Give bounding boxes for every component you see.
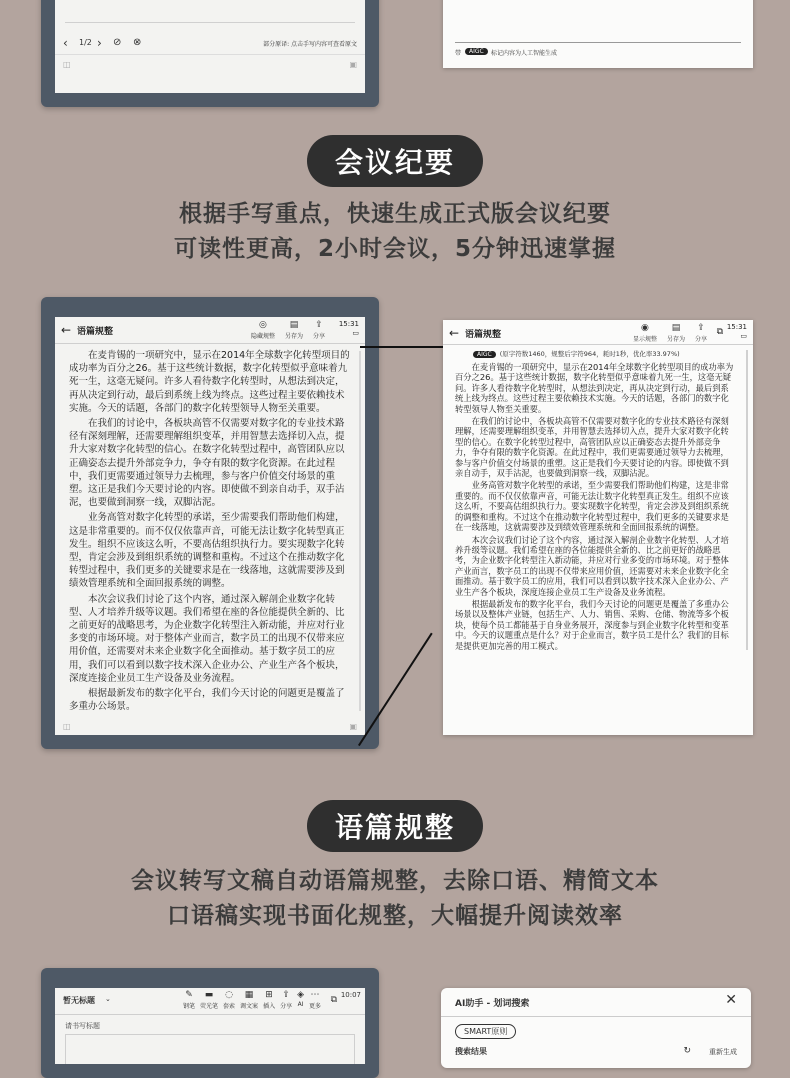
notes-toolbar — [183, 990, 321, 1010]
lasso-icon: ◌ — [225, 990, 233, 1000]
share-button[interactable] — [313, 320, 325, 340]
aigc-badge: AIGC — [473, 351, 496, 358]
doc-paragraph: 根据最新发布的数字化平台，我们今天讨论的问题更是覆盖了多重办公场景。 — [69, 688, 345, 713]
prev-page-icon[interactable]: ‹ — [63, 36, 68, 50]
notes-title[interactable]: 暂无标题 — [63, 996, 95, 1005]
tool-label: 分享 — [312, 333, 325, 340]
save-icon: ▤ — [671, 323, 681, 333]
section-title-meeting-minutes: 会议纪要 — [307, 135, 483, 187]
chevron-down-icon[interactable]: ⌄ — [105, 995, 111, 1003]
scrollbar-track[interactable] — [359, 351, 361, 711]
insert-tool[interactable] — [263, 990, 275, 1010]
panel-top — [443, 0, 753, 68]
toolbar — [251, 320, 325, 340]
connector-line — [360, 346, 443, 348]
tablet-discourse-screen — [55, 317, 365, 735]
handwritten-doc — [69, 349, 351, 715]
copy-icon[interactable]: ⧉ — [716, 327, 723, 337]
keyword-chip[interactable]: SMART原则 — [455, 1024, 516, 1039]
doc-paragraph: 本次会议我们讨论了这个内容，通过深入解剖企业数字化转型、人才培养升级等议题。我们希望在座的各位能提供全新的、比之前更好的战略思考，为企业数字化转型注入新动能，并应对行业多变的市场环境。对于整体产业而言，数字员工的出现不仅带来应用价值，还需要对未来企业数字化全面推动。基于数字员工的应用，我们可以看到以数字技术深入企业办公、产业生产各个板块，深度连接企业员工生产设备及业务流程。 — [455, 534, 729, 597]
tool-label: 插入 — [263, 1003, 276, 1010]
save-icon: ▤ — [289, 320, 299, 330]
pen-tool[interactable] — [183, 990, 195, 1010]
doc-paragraph: 业务高管对数字化转型的承诺，至少需要我们帮助他们构建，这是非常重要的。而不仅仅依靠声音，可能无法让数字化转型真正发生。组织不应该这么听，不要高估组织执行力。要实现数字化转型，肯定会涉及到组织系统的调整和重构。不过这个在推动数字化转型过程中，我们更多的关键要求是在一线落地，这就需要涉及到绩效管理系统和全面回报系统的调整。 — [69, 512, 345, 590]
text-icon: ▦ — [244, 990, 254, 1000]
aigc-badge: AIGC — [465, 48, 488, 55]
title-divider — [441, 1016, 751, 1017]
panel-formatted — [443, 320, 753, 735]
stats-text: (原字符数1460，规整后字符964，耗时1秒，优化率33.97%) — [499, 350, 680, 358]
footer-divider — [55, 54, 365, 55]
doc-paragraph: 业务高管对数字化转型的承诺，至少需要我们帮助他们构建，这是非常重要的。而不仅仅依靠声音，可能无法让数字化转型真正发生。组织不应该这么听，不要高估组织执行力。要实现数字化转型，肯定会涉及到组织系统的调整和重构。不过这个在推动数字化转型过程中，我们更多的关键要求是在一线落地，这就需要涉及到绩效管理系统和全面回报系统的调整。 — [455, 480, 729, 533]
tablet-top-screen — [55, 0, 365, 93]
tool-label: 隐藏规整 — [250, 333, 275, 340]
share-icon: ⇪ — [315, 320, 323, 330]
insert-icon: ⊞ — [265, 990, 273, 1000]
time-text: 15:31 — [338, 320, 359, 328]
app-title: 语篇规整 — [77, 327, 114, 337]
mute-icon[interactable]: ⊘ — [113, 37, 122, 48]
show-format-button[interactable] — [633, 323, 657, 343]
battery-icon: ▭ — [740, 332, 747, 340]
page-divider — [65, 22, 355, 23]
share-icon: ⇪ — [697, 323, 705, 333]
copy-text-tool[interactable] — [240, 990, 258, 1010]
pen-icon: ✎ — [185, 990, 193, 1000]
highlighter-icon: ▬ — [204, 990, 214, 1000]
close-icon[interactable]: ✕ — [725, 992, 737, 1008]
refresh-icon[interactable]: ↻ — [683, 1046, 691, 1056]
share-button[interactable] — [695, 323, 707, 343]
panel-ai-search — [441, 988, 751, 1068]
regenerate-button[interactable]: 重新生成 — [709, 1048, 737, 1056]
status-time — [727, 323, 747, 341]
panel-formatted-appbar — [443, 320, 753, 345]
doc-paragraph: 根据最新发布的数字化平台，我们今天讨论的问题更是覆盖了多重办公场景以及整体产业链，包括生产、人力、销售、采购、仓储、物流等多个板块，使每个员工都能基于自身业务展开，深度参与到企业数字化转型和变革中。今天的议题重点是什么？对于企业而言，数字员工是什么？我们的目标是提供更加完善的用工模式。 — [455, 598, 729, 651]
mic-off-icon[interactable]: ⊗ — [133, 37, 142, 48]
ai-search-title: AI助手 - 划词搜索 — [455, 999, 530, 1009]
tool-label: 更多 — [309, 1003, 322, 1010]
section1-line1: 根据手写重点，快速生成正式版会议纪要 — [179, 201, 611, 227]
status-time: 10:07 — [340, 991, 361, 999]
tool-label: 调文案 — [240, 1003, 259, 1010]
more-icon: ⋯ — [310, 990, 320, 1000]
tablet-discourse — [41, 297, 379, 749]
eye-off-icon: ◎ — [259, 320, 267, 330]
doc-paragraph: 在麦肯锡的一项研究中，显示在2014年全球数字化转型项目的成功率为百分之26。基于这些统计数据，数字化转型似乎意味着九死一生，这毫无疑问。许多人看待数字化转型时，从想法到决定，再从决定到行动，最后到系统上线为终点。这些过程主要依赖技术实施。今天的话题，各部门的数字化转型领导人物至关重要。 — [69, 350, 350, 414]
tool-label: 分享 — [280, 1003, 293, 1010]
ai-tool[interactable] — [297, 990, 304, 1010]
ai-icon: ◈ — [297, 990, 305, 1000]
lasso-tool[interactable] — [223, 990, 235, 1010]
ai-disclaimer: 标记内容为人工智能生成 — [491, 50, 558, 57]
tablet-notes-screen — [55, 988, 365, 1064]
bottom-left-icon[interactable]: ◫ — [63, 60, 71, 69]
tablet-discourse-appbar — [55, 317, 365, 344]
section2-line2: 口语稿实现书面化规整，大幅提升阅读效率 — [167, 903, 623, 929]
hide-format-button[interactable] — [251, 320, 275, 340]
doc-paragraph: 在我们的讨论中，各板块高管不仅需要对数字化的专业技术路径有深刻理解，还需要理解组织变革，并用智慧去选择切入点，提升大家对数字化转型的信心。在数字化转型过程中，高管团队应以正确姿态去提升外部竞争力，争夺有限的数字化资源。在此过程中，我们更需要通过领导力去梳理，参与客户价值交付场景的重塑。这正是我们今天要讨论的内容。即使做不到亲自动手，双手沾泥，也要做到洞察一线，双脚沾泥。 — [69, 418, 345, 509]
section-title-discourse: 语篇规整 — [307, 800, 483, 852]
formatted-doc — [455, 362, 737, 653]
time-text: 15:31 — [726, 323, 747, 331]
tool-label: 荧光笔 — [200, 1003, 219, 1010]
battery-icon: ▭ — [352, 329, 359, 337]
bottom-left-icon[interactable]: ◫ — [63, 722, 71, 731]
title-hint[interactable]: 请书写标题 — [65, 1022, 100, 1030]
app-title: 语篇规整 — [465, 330, 502, 340]
tool-label: 分享 — [694, 336, 707, 343]
toolbar — [633, 323, 707, 343]
back-arrow-icon[interactable]: ← — [61, 323, 72, 337]
tablet-top — [41, 0, 379, 107]
search-result-label: 搜索结果 — [455, 1047, 487, 1056]
share-tool[interactable] — [280, 990, 292, 1010]
eye-icon: ◉ — [641, 323, 649, 333]
section2-line1: 会议转写文稿自动语篇规整，去除口语、精简文本 — [131, 868, 659, 894]
more-tool[interactable] — [309, 990, 321, 1010]
format-stats — [473, 349, 680, 358]
writing-area[interactable] — [65, 1034, 355, 1064]
status-time — [339, 320, 359, 338]
doc-paragraph: 本次会议我们讨论了这个内容，通过深入解剖企业数字化转型、人才培养升级等议题。我们希望在座的各位能提供全新的、比之前更好的战略思考，为企业数字化转型注入新动能，并应对行业多变的市场环境。对于整体产业而言，数字员工的出现不仅带来应用价值，还需要对未来企业数字化全面推动。基于数字员工的应用，我们可以看到以数字技术深入企业办公、产业生产各个板块，深度连接企业员工生产设备及业务流程。 — [69, 593, 345, 684]
highlighter-tool[interactable] — [200, 990, 218, 1010]
panel-top-prefix: 带 — [455, 50, 462, 57]
tool-label: 另存为 — [284, 333, 303, 340]
back-arrow-icon[interactable]: ← — [449, 326, 460, 340]
panel-top-divider — [455, 42, 741, 43]
tablet-notes — [41, 968, 379, 1078]
notes-topbar — [55, 988, 365, 1015]
doc-paragraph: 在麦肯锡的一项研究中，显示在2014年全球数字化转型项目的成功率为百分之26。基于这些统计数据，数字化转型似乎意味着九死一生，这毫无疑问。许多人看待数字化转型时，从想法到决定，再从决定到行动，最后到系统上线为终点。这些过程主要依赖技术实施。今天的话题，各部门的数字化转型领导人物至关重要。 — [455, 362, 734, 414]
copy-icon[interactable]: ⧉ — [330, 995, 337, 1005]
bottom-right-icon[interactable]: ▣ — [349, 60, 357, 69]
doc-paragraph: 在我们的讨论中，各板块高管不仅需要对数字化的专业技术路径有深刻理解，还需要理解组织变革，并用智慧去选择切入点，提升大家对数字化转型的信心。在数字化转型过程中，高管团队应以正确姿态去提升外部竞争力，争夺有限的数字化资源。在此过程中，我们更需要通过领导力去梳理，参与客户价值交付场景的重塑。这正是我们今天要讨论的内容。即使做不到亲自动手，双手沾泥，也要做到洞察一线，双脚沾泥。 — [455, 416, 729, 479]
section1-line2: 可读性更高，2小时会议，5分钟迅速掌握 — [173, 236, 616, 262]
tool-label: 套索 — [223, 1003, 236, 1010]
tool-label: 显示规整 — [632, 336, 657, 343]
tool-label: 钢笔 — [183, 1003, 196, 1010]
save-as-button[interactable] — [285, 320, 303, 340]
tool-label: 另存为 — [666, 336, 685, 343]
bottom-right-icon[interactable]: ▣ — [349, 722, 357, 731]
scrollbar-track[interactable] — [746, 350, 748, 650]
save-as-button[interactable] — [667, 323, 685, 343]
share-icon: ⇪ — [282, 990, 290, 1000]
tool-label: AI — [297, 1001, 304, 1008]
footer-note: 部分原译: 点击手写内容可查看原文 — [263, 41, 357, 48]
page-indicator: 1/2 — [79, 38, 92, 47]
next-page-icon[interactable]: › — [97, 36, 102, 50]
